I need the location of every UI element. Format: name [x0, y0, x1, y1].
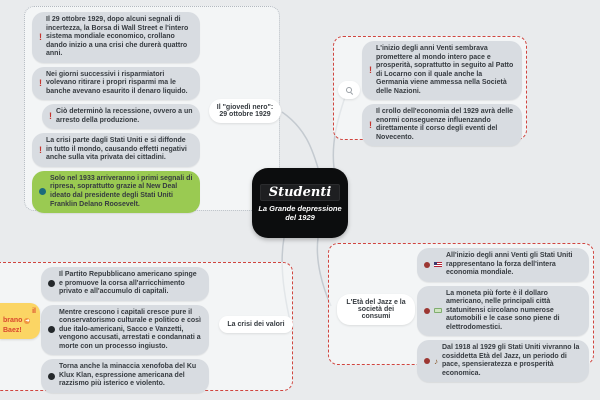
- exclamation-icon: !: [39, 77, 42, 88]
- branch-node-crisi-valori[interactable]: [219, 316, 293, 333]
- mindmap-item[interactable]: [362, 104, 522, 146]
- mindmap-item[interactable]: [32, 67, 200, 101]
- sticky-note[interactable]: [0, 303, 40, 339]
- item-text: Mentre crescono i capitali cresce pure il conservatorismo culturale e politico e così due italo-americani, Sacco e Vanzetti, vengono accusati, arrestati e condannati a morte con un processo ingiusto.: [59, 308, 201, 350]
- mindmap-item[interactable]: [417, 340, 589, 382]
- mindmap-item[interactable]: [417, 248, 589, 282]
- item-text: L'inizio degli anni Venti sembrava promettere al mondo intero pace e prosperità, soprattutto in seguito al Patto di Locarno con il quale anche la Germania viene ammessa nella Società delle Nazioni.: [376, 45, 514, 95]
- branch-node-eta-del-jazz[interactable]: [337, 294, 415, 325]
- note-line: brano: [3, 317, 23, 325]
- branch-node-giovedi-nero[interactable]: [209, 99, 281, 123]
- studenti-logo: Studenti: [260, 184, 341, 201]
- mindmap-item[interactable]: [32, 133, 200, 167]
- exclamation-icon: !: [39, 144, 42, 155]
- item-text: Il crollo dell'economia del 1929 avrà delle enormi conseguenze influenzando direttamente il corso degli eventi del Novecento.: [376, 108, 514, 141]
- item-text: All'inizio degli anni Venti gli Stati Uniti rappresentano la forza dell'intera economia mondiale.: [446, 252, 573, 277]
- branch-label: L'Età del Jazz e la società dei consumi: [346, 299, 406, 320]
- branch-node-search[interactable]: [338, 81, 360, 99]
- link-arrow-icon: ➜: [25, 318, 30, 325]
- item-text: Nei giorni successivi i risparmiatori volevano ritirare i propri risparmi ma le banche avevano esaurito il denaro liquido.: [46, 70, 188, 95]
- mindmap-item[interactable]: [42, 104, 200, 129]
- group-eta-del-jazz: [328, 243, 594, 377]
- teal-dot-icon: [39, 188, 46, 195]
- red-dot-icon: [424, 358, 430, 364]
- item-text: Il 29 ottobre 1929, dopo alcuni segnali di incertezza, la Borsa di Wall Street e l'intero sistema mondiale economico, crollano dando inizio a una crisi che durerà quattro anni.: [46, 16, 189, 58]
- red-dot-icon: [424, 262, 430, 268]
- mindmap-item[interactable]: [41, 305, 209, 356]
- note-line: Baez!: [3, 326, 22, 334]
- item-text: Il Partito Repubblicano americano spinge e promuove la corsa all'arricchimento privato e all'accumulo di capitali.: [59, 271, 197, 296]
- item-text: La moneta più forte è il dollaro americano, nelle principali città statunitensi circolano numerose automobili e le case sono piene di elettrodomestici.: [446, 289, 560, 331]
- item-text: Torna anche la minaccia xenofoba del Ku Klux Klan, espressione americana del razzismo più isterico e violento.: [59, 363, 197, 388]
- item-text: La crisi parte dagli Stati Uniti e si diffonde in tutto il mondo, causando effetti negativi anche sulla vita privata dei cittadini.: [46, 137, 187, 162]
- mindmap-item[interactable]: [32, 12, 200, 63]
- item-text: Solo nel 1933 arriveranno i primi segnali di ripresa, soprattutto grazie al New Deal ideato dal presidente degli Stati Uniti Franklin Delano Roosevelt.: [50, 174, 193, 208]
- group-giovedi-nero: [24, 6, 280, 211]
- mindmap-item[interactable]: [417, 286, 589, 337]
- branch-label: Il "giovedì nero": 29 ottobre 1929: [216, 104, 274, 118]
- mindmap-item[interactable]: [362, 41, 522, 100]
- exclamation-icon: !: [369, 119, 372, 130]
- mindmap-item[interactable]: [41, 359, 209, 393]
- red-dot-icon: [424, 308, 430, 314]
- banknote-icon: [434, 308, 442, 313]
- item-text: Ciò determinò la recessione, ovvero a un arresto della produzione.: [56, 108, 193, 124]
- search-icon: [346, 87, 353, 94]
- item-text: Dal 1918 al 1929 gli Stati Uniti vivranno la cosiddetta Età del Jazz, un periodo di pace, spensieratezza e prosperità economica.: [442, 344, 580, 377]
- mindmap-item-highlight[interactable]: [32, 171, 200, 213]
- black-dot-icon: [48, 373, 55, 380]
- map-title: La Grande depressione del 1929: [258, 203, 342, 222]
- note-line: il: [32, 308, 36, 315]
- exclamation-icon: !: [49, 111, 52, 122]
- music-note-icon: ♪: [434, 356, 438, 366]
- exclamation-icon: !: [39, 31, 42, 42]
- black-dot-icon: [48, 326, 55, 333]
- root-node[interactable]: [252, 168, 348, 238]
- group-anni-venti: [333, 36, 527, 140]
- branch-label: La crisi dei valori: [227, 321, 285, 328]
- us-flag-icon: [434, 262, 442, 267]
- mindmap-item[interactable]: [41, 267, 209, 301]
- group-crisi-valori: [0, 262, 293, 391]
- exclamation-icon: !: [369, 65, 372, 76]
- black-dot-icon: [48, 280, 55, 287]
